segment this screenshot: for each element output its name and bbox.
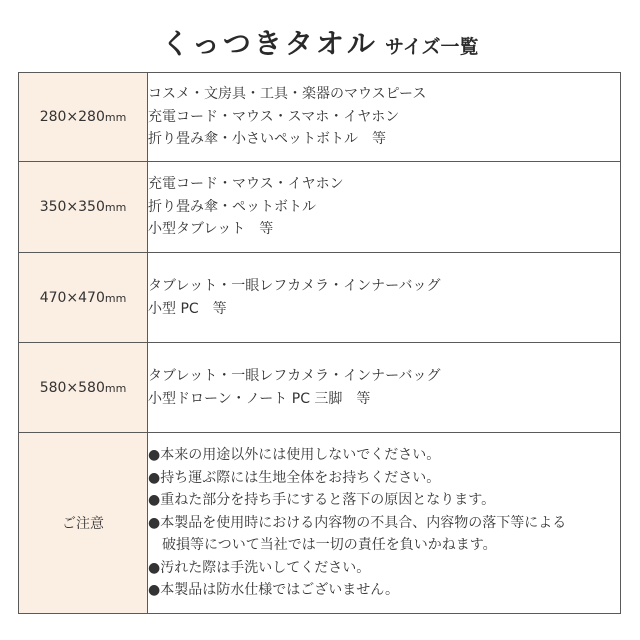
size-description	[148, 162, 621, 253]
note-text: 本製品を使用時における内容物の不具合、内容物の落下等による	[160, 514, 567, 531]
size-table	[18, 72, 621, 614]
notes-list	[148, 433, 621, 614]
size-description	[148, 343, 621, 433]
note-text: 本来の用途以外には使用しないでください。	[160, 447, 441, 464]
notes-row	[19, 433, 621, 614]
bullet-icon: ●	[148, 559, 161, 576]
size-unit: mm	[104, 291, 127, 305]
note-item	[148, 444, 620, 467]
description-line: 小型 PC 等	[148, 300, 227, 317]
description-line: 充電コード・マウス・イヤホン	[148, 176, 344, 193]
size-dims: 280×280	[39, 109, 105, 125]
size-row	[19, 162, 621, 253]
note-item	[148, 579, 620, 602]
description-line: 小型ドローン・ノート PC 三脚 等	[148, 390, 371, 407]
size-unit: mm	[104, 201, 127, 214]
description-line: 充電コード・マウス・スマホ・イヤホン	[148, 108, 400, 125]
note-item	[148, 557, 620, 580]
size-label	[19, 343, 148, 433]
note-text: 本製品は防水仕様ではございません。	[160, 582, 400, 599]
size-label	[19, 162, 148, 253]
description-line: 小型タブレット 等	[148, 221, 274, 238]
page-title	[0, 22, 640, 62]
size-label	[19, 73, 148, 162]
bullet-icon: ●	[148, 469, 161, 486]
note-item	[148, 489, 620, 512]
size-row	[19, 73, 621, 162]
size-dims: 470×470	[39, 289, 105, 306]
note-item	[148, 467, 620, 490]
note-text: 重ねた部分を持ち手にすると落下の原因となります。	[160, 492, 496, 509]
bullet-icon: ●	[148, 447, 161, 464]
size-row	[19, 253, 621, 343]
note-text: 汚れた際は手洗いしてください。	[160, 559, 371, 576]
description-line: コスメ・文房具・工具・楽器のマウスピース	[148, 86, 427, 103]
bullet-icon: ●	[148, 582, 161, 599]
title-main: くっつきタオル	[161, 27, 378, 60]
title-sub: サイズ一覧	[385, 36, 479, 58]
size-description	[148, 253, 621, 343]
size-row	[19, 343, 621, 433]
size-description	[148, 73, 621, 162]
size-label	[19, 253, 148, 343]
size-unit: mm	[104, 111, 127, 124]
description-line: タブレット・一眼レフカメラ・インナーバッグ	[148, 368, 441, 384]
size-dims: 580×580	[39, 379, 105, 396]
bullet-icon: ●	[148, 492, 161, 509]
bullet-icon: ●	[148, 514, 161, 531]
size-unit: mm	[104, 381, 127, 395]
notes-label: ご注意	[19, 433, 148, 614]
note-continuation: 破損等について当社では一切の責任を負いかねます。	[162, 537, 497, 554]
description-line: タブレット・一眼レフカメラ・インナーバッグ	[148, 278, 441, 294]
note-item	[148, 512, 620, 535]
description-line: 折り畳み傘・ペットボトル	[148, 198, 316, 215]
note-text: 持ち運ぶ際には生地全体をお持ちください。	[160, 469, 441, 486]
size-dims: 350×350	[39, 199, 105, 215]
description-line: 折り畳み傘・小さいペットボトル 等	[148, 131, 386, 148]
